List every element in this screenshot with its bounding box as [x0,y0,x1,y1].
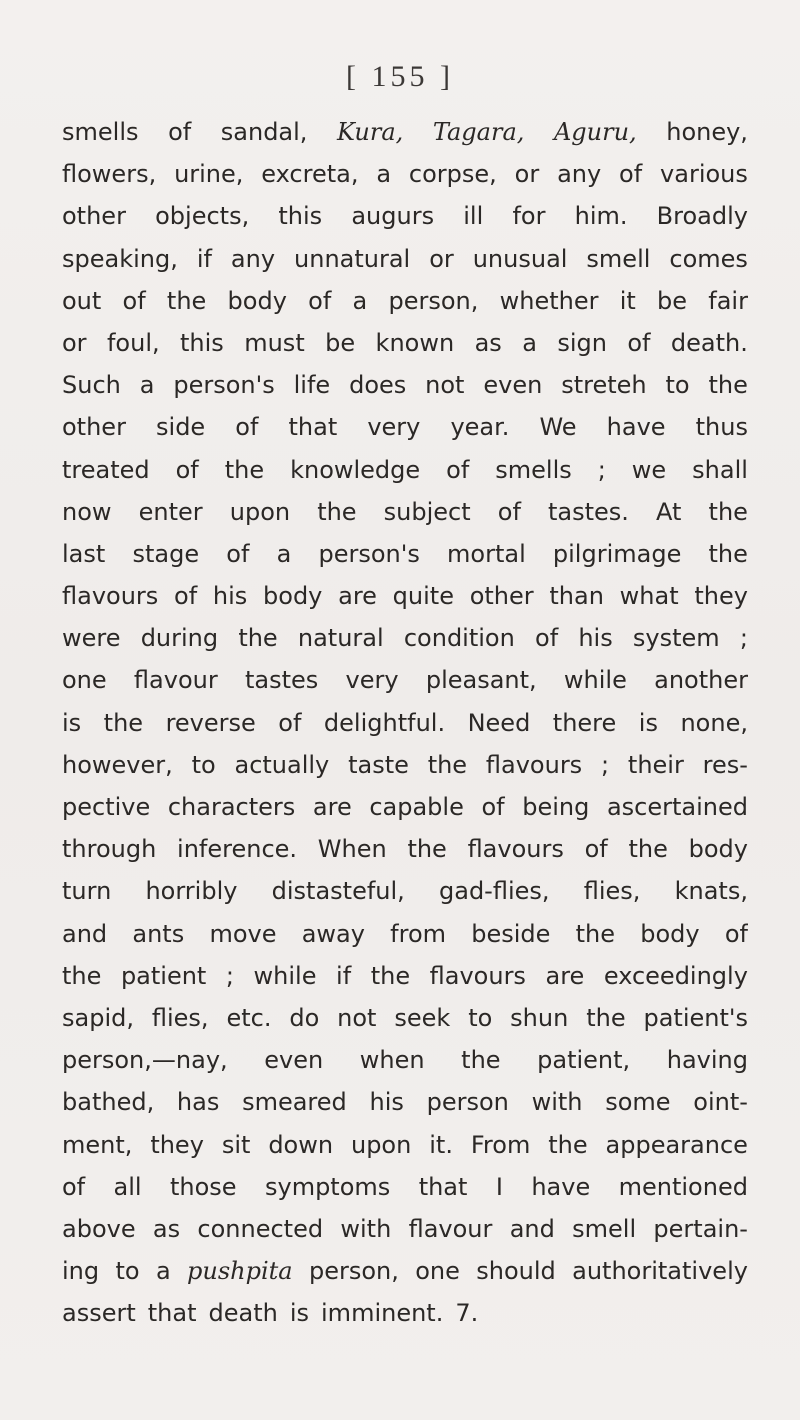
word: Such [62,371,121,400]
word: unnatural [294,244,411,273]
word: of [481,793,505,821]
word: from [390,919,447,948]
word: symptoms [264,1172,391,1201]
word: tastes [244,666,319,695]
word: bathed, [62,1088,155,1117]
word: upon [229,497,291,526]
word: side [156,413,206,442]
text-line [62,1250,748,1292]
word: taste [348,750,409,779]
word: etc. [226,1003,272,1032]
word: some [605,1088,671,1117]
word: of [724,919,748,948]
text-line [62,533,748,575]
text-line [62,870,748,912]
word: Tagara, [432,118,525,146]
word: for [512,202,546,231]
word: of [62,1172,86,1201]
word: with [340,1214,392,1243]
word: his [369,1088,404,1117]
text-line [62,449,748,491]
word: during [140,624,219,653]
word: smells [62,118,139,146]
word: characters [167,793,296,821]
word: smell [586,244,651,273]
word: the [628,835,668,864]
word: the [427,750,468,779]
word: shall [692,455,748,484]
word: that [418,1172,468,1201]
text-line [62,913,748,955]
word: ment, [62,1130,133,1159]
word: the [708,371,748,400]
word: flies, [583,877,641,906]
word: if [336,961,352,990]
word: must [244,328,305,357]
word: does [349,371,407,400]
word: be [325,328,356,357]
text-line [62,1039,748,1081]
word: other [62,413,126,442]
word: body [227,286,287,315]
word: quite [392,582,454,611]
word: away [301,919,365,948]
word: Kura, [337,118,404,146]
word: sit [221,1130,251,1159]
word: it [619,286,636,315]
word: a [155,1257,171,1286]
word: flavour [408,1214,493,1243]
word: the [238,624,278,653]
word: another [654,666,748,695]
word: having [666,1046,748,1075]
word: objects, [155,202,250,231]
word: actually [234,750,330,779]
word: connected [197,1214,324,1243]
word: body [688,835,748,864]
word: this [278,202,323,231]
word: flavours [467,835,564,864]
word: a [276,539,292,568]
word: ; [739,624,748,653]
word: smells [495,455,572,484]
word: to [115,1257,140,1286]
text-line [62,1166,748,1208]
text-line [62,659,748,701]
word: honey, [666,118,748,146]
word: comes [669,244,748,273]
word: other [62,202,126,231]
word: down [268,1130,334,1159]
word: other [469,582,534,611]
word: sign [557,328,607,357]
word: the [407,835,447,864]
word: or [62,328,87,357]
word: assert [62,1299,136,1328]
word: even [264,1046,324,1075]
text-line [62,617,748,659]
word: of [235,413,259,442]
word: oint- [693,1088,748,1117]
word: I [495,1172,503,1201]
word: have [606,413,666,442]
word: gad-flies, [439,877,550,906]
word: of [308,286,332,315]
word: is [289,1299,310,1328]
word: of [278,708,302,737]
word: of [627,328,651,357]
body-text [62,111,748,1334]
word: that [147,1299,197,1328]
word: delightful. [323,708,446,737]
text-line [62,491,748,533]
word: mortal [447,539,526,568]
word: the [461,1046,501,1075]
word: mentioned [618,1172,748,1201]
word: exceedingly [603,961,748,990]
word: body [263,582,323,611]
word: body [640,919,700,948]
word: We [539,413,577,442]
word: urine, [174,160,244,189]
word: his [578,624,613,653]
word: any [230,244,276,273]
word: enter [138,497,203,526]
word: system [632,624,720,653]
word: patient, [537,1046,631,1075]
word: and [62,919,108,948]
word: various [660,160,748,189]
text-line [62,280,748,322]
text-line [62,575,748,617]
word: flavours [485,750,583,779]
word: is [638,708,658,737]
text-line [62,322,748,364]
word: as [474,328,502,357]
word: knats, [674,877,748,906]
word: of [175,455,199,484]
word: thus [695,413,748,442]
word: horribly [145,877,238,906]
page-number: [ 155 ] [346,60,454,93]
word: the [548,1130,588,1159]
word: that [288,413,338,442]
word: stage [132,539,200,568]
word: Aguru, [553,118,637,146]
word: one [415,1257,460,1286]
word: 7. [455,1299,479,1328]
word: person,—nay, [62,1046,228,1075]
text-line [62,1081,748,1123]
word: From [470,1130,531,1159]
word: him. [574,202,628,231]
word: now [62,497,112,526]
word: of [535,624,559,653]
text-line [62,153,748,195]
word: while [563,666,627,695]
word: flavours [62,582,159,611]
word: of [226,539,250,568]
word: pleasant, [425,666,537,695]
text-line [62,702,748,744]
word: person's [318,539,420,568]
word: seek [394,1003,451,1032]
word: above [62,1214,136,1243]
word: any [557,160,602,189]
text-line [62,195,748,237]
word: to [468,1003,493,1032]
word: ing [62,1257,100,1286]
word: none, [680,708,748,737]
word: patient's [643,1003,748,1032]
word: and [509,1214,555,1243]
word: we [631,455,667,484]
word: authoritatively [572,1257,748,1286]
word: last [62,539,106,568]
word: flavour [133,666,218,695]
word: treated [62,455,150,484]
word: Broadly [656,202,748,231]
word: the [103,708,144,737]
word: flies, [151,1003,209,1032]
word: should [476,1257,556,1286]
word: the [370,961,411,990]
word: even [483,371,543,400]
text-line [62,1124,748,1166]
word: they [150,1130,204,1159]
word: do [289,1003,320,1032]
word: person, [308,1257,399,1286]
word: res- [702,750,748,779]
word: ; [225,961,234,990]
word: augurs [351,202,435,231]
word: when [359,1046,425,1075]
word: the [708,539,748,568]
word: fair [708,286,748,315]
word: reverse [165,708,256,737]
word: subject [383,497,471,526]
word: death. [670,328,748,357]
word: year. [450,413,510,442]
word: death [208,1299,278,1328]
word: is [62,708,82,737]
word: of [584,835,608,864]
word: speaking, [62,244,178,273]
word: being [522,793,590,821]
word: pushpita [187,1257,293,1286]
word: this [180,328,224,357]
word: person, [388,286,479,315]
text-line [62,828,748,870]
word: ascertained [606,793,748,821]
word: are [312,793,352,821]
word: their [627,750,684,779]
word: have [531,1172,591,1201]
word: imminent. [321,1299,444,1328]
word: tastes. [548,497,629,526]
word: corpse, [408,160,497,189]
word: as [152,1214,181,1243]
text-line [62,1292,748,1334]
word: of [446,455,470,484]
word: if [196,244,212,273]
word: knowledge [290,455,421,484]
word: Need [467,708,531,737]
text-line [62,364,748,406]
word: flowers, [62,160,157,189]
word: natural [297,624,384,653]
word: foul, [106,328,160,357]
word: beside [471,919,551,948]
word: turn [62,877,112,906]
word: to [665,371,690,400]
word: or [429,244,454,273]
word: patient [120,961,207,990]
word: shun [510,1003,569,1032]
word: upon [350,1130,412,1159]
word: the [224,455,265,484]
word: out [62,286,102,315]
word: life [293,371,331,400]
word: very [345,666,399,695]
word: his [212,582,248,611]
word: move [209,919,277,948]
text-line [62,406,748,448]
word: a [376,160,392,189]
word: pilgrimage [552,539,682,568]
word: it. [429,1130,453,1159]
word: the [586,1003,626,1032]
word: of [497,497,521,526]
word: be [657,286,688,315]
word: excreta, [261,160,359,189]
word: they [694,582,748,611]
word: with [531,1088,583,1117]
word: ill [463,202,484,231]
word: while [253,961,317,990]
word: the [708,497,748,526]
word: or [514,160,540,189]
word: pective [62,793,151,821]
word: the [166,286,207,315]
word: the [317,497,357,526]
text-line [62,744,748,786]
word: of [619,160,643,189]
word: sandal, [220,118,308,146]
word: a [352,286,368,315]
word: what [619,582,679,611]
word: smeared [242,1088,347,1117]
text-line [62,955,748,997]
word: ants [132,919,185,948]
word: than [549,582,604,611]
word: were [62,624,121,653]
word: smell [572,1214,637,1243]
word: there [552,708,617,737]
word: When [317,835,387,864]
text-line [62,111,748,153]
word: ; [597,455,606,484]
word: not [337,1003,377,1032]
word: are [545,961,585,990]
word: sapid, [62,1003,134,1032]
word: person [426,1088,509,1117]
word: appearance [605,1130,748,1159]
text-line [62,997,748,1039]
word: are [338,582,377,611]
word: all [113,1172,142,1201]
text-line [62,238,748,280]
word: whether [499,286,599,315]
word: unusual [472,244,568,273]
word: pertain- [653,1214,748,1243]
word: distasteful, [271,877,405,906]
word: of [168,118,192,146]
word: capable [369,793,464,821]
word: condition [403,624,515,653]
word: has [176,1088,220,1117]
word: very [367,413,421,442]
text-line [62,786,748,828]
word: the [62,961,102,990]
word: person's [173,371,275,400]
word: however, [62,750,173,779]
word: known [375,328,455,357]
word: a [522,328,537,357]
word: not [425,371,465,400]
word: one [62,666,107,695]
word: of [174,582,198,611]
word: a [139,371,155,400]
text-line [62,1208,748,1250]
word: At [656,497,682,526]
word: streteh [561,371,647,400]
word: inference. [177,835,298,864]
word: of [122,286,146,315]
word: to [191,750,216,779]
word: the [575,919,616,948]
word: flavours [429,961,526,990]
word: through [62,835,157,864]
word: ; [601,750,610,779]
word: those [170,1172,237,1201]
